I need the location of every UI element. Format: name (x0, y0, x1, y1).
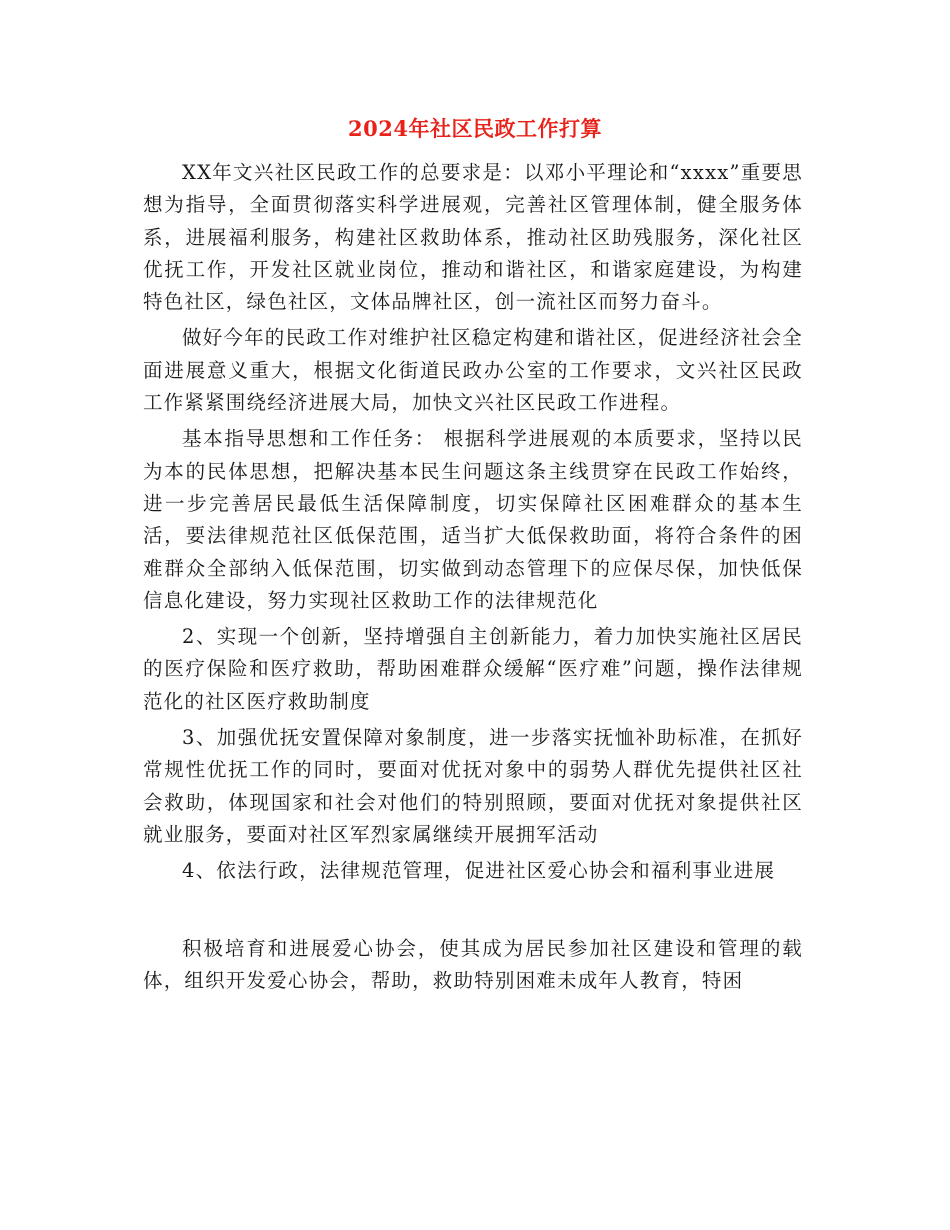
document-title: 2024年社区民政工作打算 (348, 116, 602, 141)
paragraph-significance: 做好今年的民政工作对维护社区稳定构建和谐社区，促进经济社会全面进展意义重大，根据文化街道民政办公室的工作要求，文兴社区民政工作紧紧围绕经济进展大局，加快文兴社区民政工作进程。 (143, 326, 804, 415)
paragraph-charity-association: 积极培育和进展爱心协会，使其成为居民参加社区建设和管理的载体，组织开发爱心协会，帮助，救助特别困难未成年人教育，特困 (143, 936, 803, 992)
paragraph-item-4: 4、依法行政，法律规范管理，促进社区爱心协会和福利事业进展 (182, 859, 776, 883)
paragraph-item-3: 3、加强优抚安置保障对象制度，进一步落实抚恤补助标准，在抓好常规性优抚工作的同时，要面对优抚对象中的弱势人群优先提供社区社会救助，体现国家和社会对他们的特别照顾，要面对优抚对象提供社区就业服务，要面对社区军烈家属继续开展拥军活动 (143, 726, 803, 846)
document-body (143, 157, 803, 997)
paragraph-item-2: 2、实现一个创新，坚持增强自主创新能力，着力加快实施社区居民的医疗保险和医疗救助，帮助困难群众缓解“医疗难”问题，操作法律规范化的社区医疗救助制度 (143, 625, 803, 713)
paragraph-overall-requirements: XX年文兴社区民政工作的总要求是：以邓小平理论和“xxxx”重要思想为指导，全面贯彻落实科学进展观，完善社区管理体制，健全服务体系，进展福利服务，构建社区救助体系，推动社区助残服务，深化社区优抚工作，开发社区就业岗位，推动和谐社区，和谐家庭建设，为构建特色社区，绿色社区，文体品牌社区，创一流社区而努力奋斗。 (143, 161, 803, 314)
paragraph-guiding-ideology: 基本指导思想和工作任务： 根据科学进展观的本质要求，坚持以民为本的民体思想，把解决基本民生问题这条主线贯穿在民政工作始终，进一步完善居民最低生活保障制度，切实保障社区困难群众的基本生活，要法律规范社区低保范围，适当扩大低保救助面，将符合条件的困难群众全部纳入低保范围，切实做到动态管理下的应保尽保，加快低保信息化建设，努力实现社区救助工作的法律规范化 (143, 427, 803, 612)
